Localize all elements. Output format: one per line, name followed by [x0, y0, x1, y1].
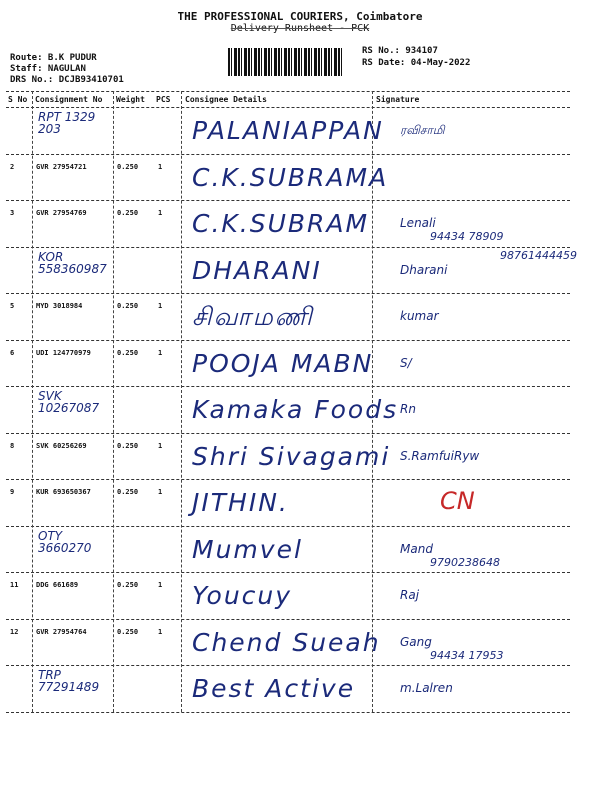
signature: CN — [440, 487, 475, 515]
weight-value: 0.250 — [117, 209, 139, 217]
consignee-name: Shri Sivagami — [192, 442, 391, 471]
pcs-value: 1 — [158, 349, 163, 357]
column-header-weight: Weight — [116, 95, 145, 104]
pcs-value: 1 — [158, 488, 163, 496]
weight-value: 0.250 — [117, 163, 139, 171]
serial-number: 6 — [10, 349, 15, 357]
serial-number: 11 — [10, 581, 19, 589]
signature: kumar — [400, 309, 439, 323]
serial-number: 2 — [10, 163, 15, 171]
table-row — [0, 293, 600, 340]
consignment-number: MYD 3018984 — [36, 302, 83, 310]
weight-value: 0.250 — [117, 488, 139, 496]
consignment-number: KUR 693650367 — [36, 488, 91, 496]
table-row — [0, 340, 600, 387]
serial-number: 8 — [10, 442, 15, 450]
table-row — [0, 433, 600, 480]
column-header-signature: Signature — [376, 95, 420, 104]
pcs-value: 1 — [158, 209, 163, 217]
weight-value: 0.250 — [117, 442, 139, 450]
column-header-consignee: Consignee Details — [185, 95, 267, 104]
consignment-number: SVK 60256269 — [36, 442, 87, 450]
table-row — [0, 154, 600, 201]
consignee-name: PALANIAPPAN — [192, 116, 384, 145]
row-divider — [6, 712, 570, 713]
consignee-name: சிவாமணி — [192, 302, 314, 331]
column-header-sno: S No — [8, 95, 28, 104]
consignee-name: Kamaka Foods — [192, 395, 399, 424]
weight-value: 0.250 — [117, 581, 139, 589]
signature: m.Lalren — [400, 681, 453, 695]
table-row — [0, 665, 600, 712]
table-row — [0, 386, 600, 433]
column-header-pcs: PCS — [156, 95, 171, 104]
rs-date: RS Date: 04-May-2022 — [362, 58, 471, 68]
handwritten-consignment: TRP 77291489 — [38, 668, 100, 694]
consignee-name: C.K.SUBRAMA — [192, 163, 389, 192]
signature-note: 94434 17953 — [430, 649, 504, 662]
signature: S/ — [400, 356, 412, 370]
consignee-name: C.K.SUBRAM — [192, 209, 370, 238]
signature-note: 94434 78909 — [430, 230, 504, 243]
drs-number: DRS No.: DCJB93410701 — [10, 75, 124, 85]
route-label: Route: B.K PUDUR — [10, 53, 97, 63]
signature: ரவிசாமி — [400, 123, 445, 137]
weight-value: 0.250 — [117, 349, 139, 357]
table-row — [0, 572, 600, 619]
signature: Rn — [400, 402, 416, 416]
document-subtitle: Delivery Runsheet - PCK — [230, 23, 370, 34]
serial-number: 3 — [10, 209, 15, 217]
table-row — [0, 526, 600, 573]
consignee-name: DHARANI — [192, 256, 322, 285]
serial-number: 9 — [10, 488, 15, 496]
barcode — [228, 48, 344, 76]
handwritten-consignment: RPT 1329 203 — [38, 110, 96, 136]
consignee-name: Mumvel — [192, 535, 303, 564]
consignee-name: Best Active — [192, 674, 356, 703]
handwritten-consignment: KOR 558360987 — [38, 250, 107, 276]
consignee-name: Chend Sueah — [192, 628, 381, 657]
document-title: THE PROFESSIONAL COURIERS, Coimbatore — [177, 10, 423, 23]
signature: Raj — [400, 588, 420, 602]
signature-note: 9790238648 — [430, 556, 500, 569]
consignment-number: GVR 27954721 — [36, 163, 87, 171]
serial-number: 5 — [10, 302, 15, 310]
pcs-value: 1 — [158, 442, 163, 450]
table-row — [0, 479, 600, 526]
table-row — [0, 107, 600, 154]
consignment-number: GVR 27954764 — [36, 628, 87, 636]
signature: Lenali — [400, 216, 436, 230]
table-row — [0, 200, 600, 247]
serial-number: 12 — [10, 628, 19, 636]
weight-value: 0.250 — [117, 302, 139, 310]
staff-label: Staff: NAGULAN — [10, 64, 86, 74]
header-rule-top — [6, 91, 570, 92]
pcs-value: 1 — [158, 302, 163, 310]
rs-number: RS No.: 934107 — [362, 46, 438, 56]
handwritten-consignment: OTY 3660270 — [38, 529, 92, 555]
handwritten-consignment: SVK 10267087 — [38, 389, 100, 415]
consignee-name: JITHIN. — [192, 488, 289, 517]
pcs-value: 1 — [158, 581, 163, 589]
consignee-name: Youcuy — [192, 581, 293, 610]
signature: Mand — [400, 542, 433, 556]
consignment-number: GVR 27954769 — [36, 209, 87, 217]
pcs-value: 1 — [158, 163, 163, 171]
table-row — [0, 619, 600, 666]
signature: S.RamfuiRyw — [400, 449, 480, 463]
consignment-number: UDI 124770979 — [36, 349, 91, 357]
signature: Gang — [400, 635, 432, 649]
pcs-value: 1 — [158, 628, 163, 636]
consignee-name: POOJA MABN — [192, 349, 374, 378]
consignment-number: DDG 661689 — [36, 581, 79, 589]
signature: Dharani — [400, 263, 448, 277]
table-row — [0, 247, 600, 294]
column-header-consignment: Consignment No — [35, 95, 103, 104]
weight-value: 0.250 — [117, 628, 139, 636]
signature-note: 98761444459 — [500, 249, 577, 262]
